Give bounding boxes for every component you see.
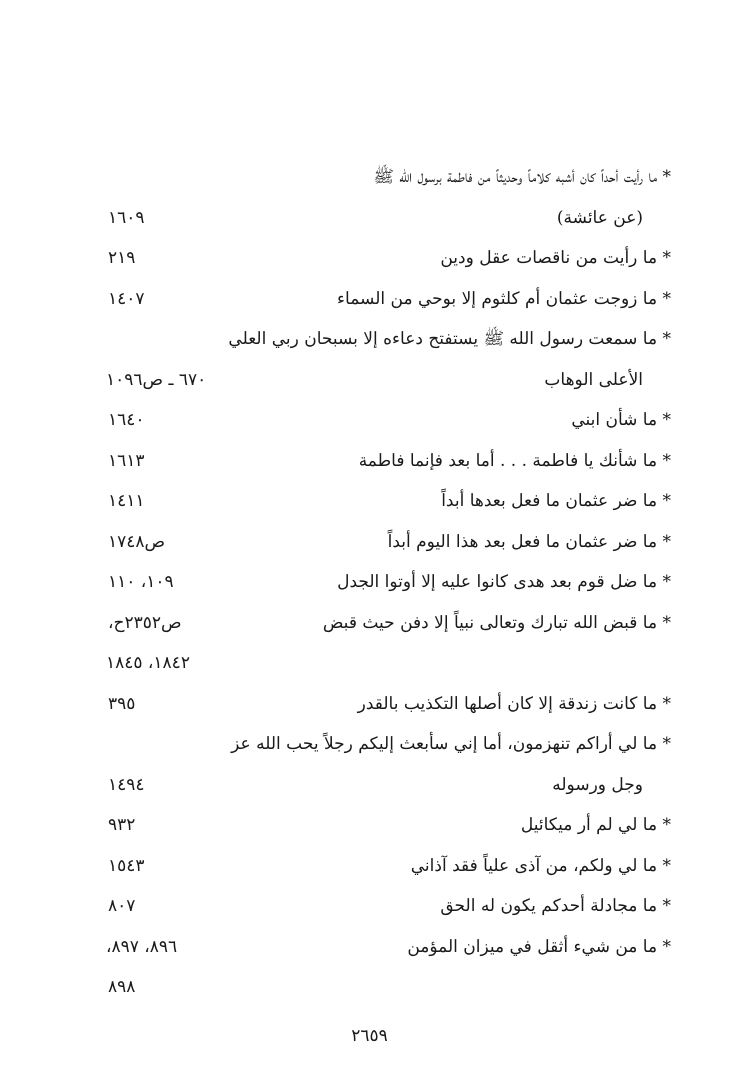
index-entry bbox=[0, 280, 739, 321]
page-number: ٢٦٥٩ bbox=[351, 1026, 388, 1046]
index-entry bbox=[0, 887, 739, 928]
index-entry bbox=[0, 442, 739, 483]
index-entry bbox=[0, 523, 739, 564]
entry-text: وجل ورسوله bbox=[552, 774, 643, 795]
entry-text: * ما لي لم أر ميكائيل bbox=[520, 815, 671, 835]
entry-page-ref: ١٨٤٢، ١٨٤٥ bbox=[106, 653, 190, 673]
index-entry bbox=[0, 766, 739, 807]
entry-text: * ما رأيت من ناقصات عقل ودين bbox=[440, 248, 671, 268]
entry-text: * ما مجادلة أحدكم يكون له الحق bbox=[440, 896, 671, 916]
index-entry bbox=[0, 928, 739, 969]
entry-text: * ما لي ولكم، من آذى علياً فقد آذاني bbox=[410, 855, 671, 876]
entry-page-ref: ص١٧٤٨ bbox=[108, 531, 166, 552]
entry-text: الأعلى الوهاب bbox=[544, 369, 643, 390]
index-entry bbox=[0, 199, 739, 240]
entry-page-ref: ٣٩٥ bbox=[108, 693, 136, 714]
entry-page-ref: ١٦٤٠ bbox=[108, 410, 145, 430]
entry-page-ref: ١٤٠٧ bbox=[108, 288, 145, 309]
entry-text: * ما من شيء أثقل في ميزان المؤمن bbox=[407, 936, 671, 957]
index-entry bbox=[0, 604, 739, 645]
index-entry bbox=[0, 239, 739, 280]
entry-page-ref: ١٤٩٤ bbox=[108, 774, 145, 795]
index-entry bbox=[0, 361, 739, 402]
entry-text: * ما ضل قوم بعد هدى كانوا عليه إلا أوتوا الجدل bbox=[337, 572, 671, 592]
index-entry bbox=[0, 644, 739, 685]
entry-page-ref: ١٥٤٣ bbox=[108, 855, 145, 876]
index-entry bbox=[0, 482, 739, 523]
entry-page-ref: ٨٩٦، ٨٩٧، bbox=[106, 936, 178, 957]
index-entry bbox=[0, 563, 739, 604]
hadith-index-list bbox=[0, 158, 739, 1009]
entry-text: * ما زوجت عثمان أم كلثوم إلا بوحي من السماء bbox=[337, 288, 671, 309]
entry-page-ref: ٨٩٨ bbox=[108, 977, 136, 997]
index-entry bbox=[0, 806, 739, 847]
index-entry bbox=[0, 847, 739, 888]
entry-page-ref: ٩٣٢ bbox=[108, 815, 136, 835]
index-entry bbox=[0, 685, 739, 726]
index-entry bbox=[0, 725, 739, 766]
index-entry bbox=[0, 401, 739, 442]
entry-text: * ما كانت زندقة إلا كان أصلها التكذيب بالقدر bbox=[357, 693, 671, 714]
index-entry bbox=[0, 158, 739, 199]
entry-text: * ما رأيت أحداً كان أشبه كلاماً وحديثاً من فاطمة برسول الله ﷺ bbox=[373, 167, 671, 187]
entry-text: * ما شأنك يا فاطمة . . . أما بعد فإنما فاطمة bbox=[358, 450, 671, 471]
entry-text: * ما سمعت رسول الله ﷺ يستفتح دعاءه إلا بسبحان ربي العلي bbox=[228, 329, 671, 349]
entry-text: * ما قبض الله تبارك وتعالى نبياً إلا دفن حيث قبض bbox=[322, 612, 671, 633]
entry-text: * ما لي أراكم تنهزمون، أما إني سأبعث إليكم رجلاً يحب الله عز bbox=[231, 734, 671, 754]
entry-page-ref: ص٢٣٥٢ح، bbox=[108, 612, 182, 633]
entry-page-ref: ٦٧٠ ـ ص١٠٩٦ bbox=[106, 369, 207, 390]
entry-page-ref: ٢١٩ bbox=[108, 248, 136, 268]
entry-text: * ما شأن ابني bbox=[571, 410, 671, 430]
entry-page-ref: ١٦١٣ bbox=[108, 450, 145, 471]
entry-page-ref: ١٤١١ bbox=[108, 491, 145, 511]
index-entry bbox=[0, 320, 739, 361]
index-entry bbox=[0, 968, 739, 1009]
entry-text: * ما ضر عثمان ما فعل بعدها أبداً bbox=[441, 491, 671, 511]
entry-text: (عن عائشة) bbox=[556, 207, 643, 228]
entry-page-ref: ٨٠٧ bbox=[108, 896, 136, 916]
entry-page-ref: ١٦٠٩ bbox=[108, 207, 145, 228]
entry-text: * ما ضر عثمان ما فعل بعد هذا اليوم أبداً bbox=[387, 531, 671, 552]
entry-page-ref: ١٠٩، ١١٠ bbox=[108, 572, 174, 592]
